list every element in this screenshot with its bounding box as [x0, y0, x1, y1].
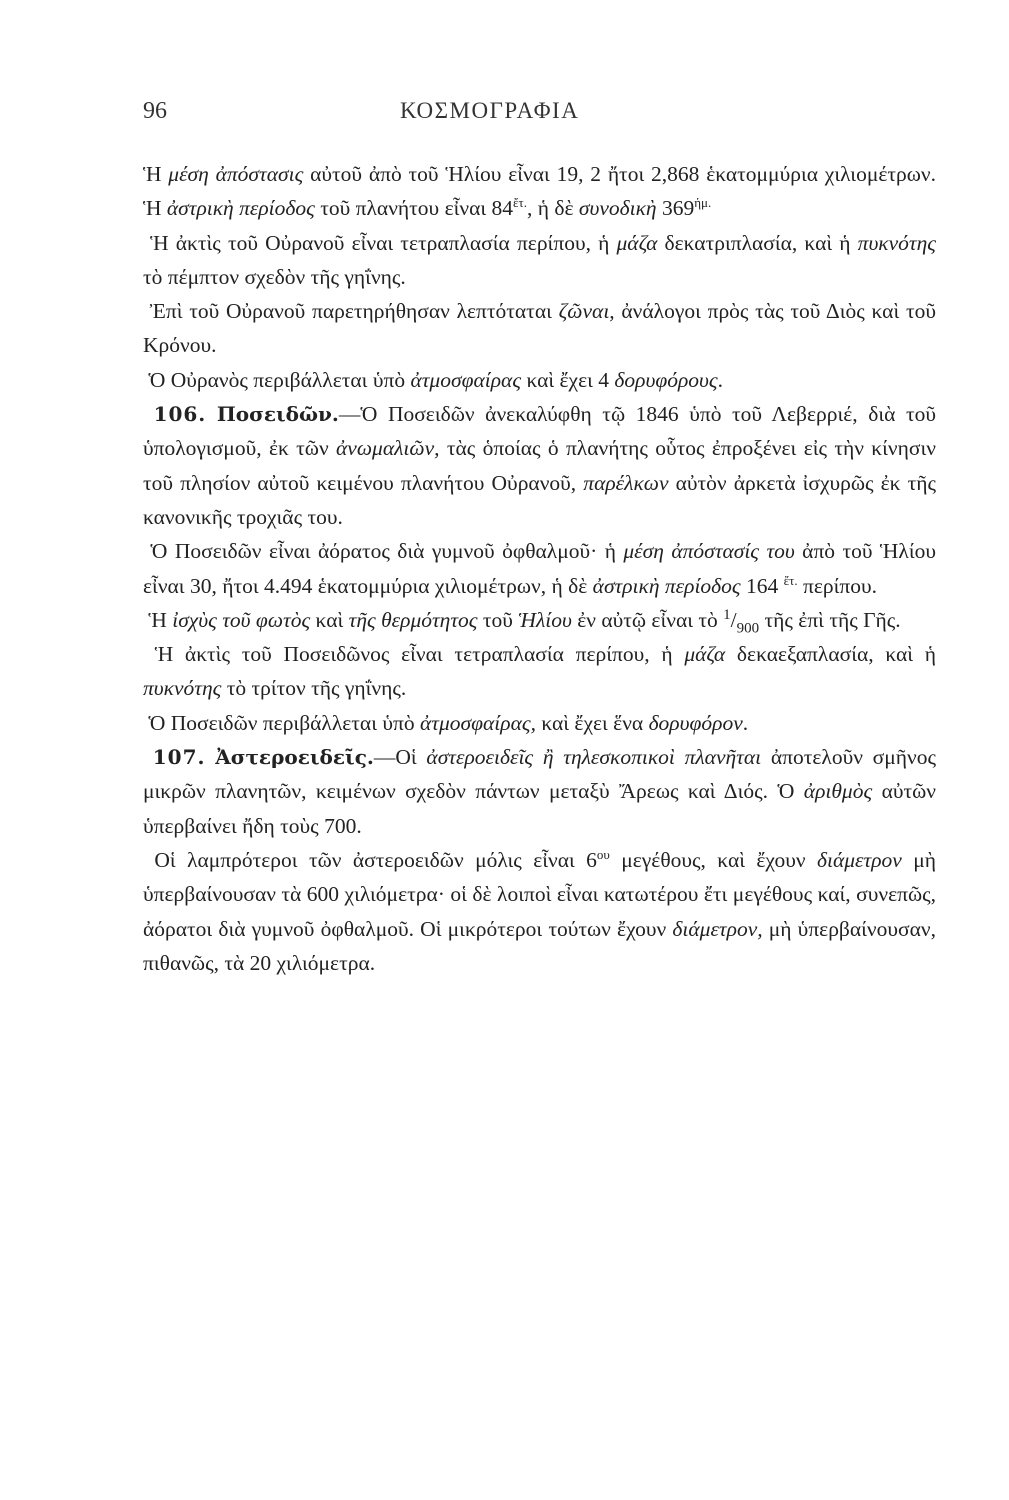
paragraph-neptune-discovery: 106. Ποσειδῶν.—Ὁ Ποσειδῶν ἀνεκαλύφθη τῷ 1846 ὑπὸ τοῦ Λεβερριέ, διὰ τοῦ ὑπολογισμοῦ, ἐκ τῶν ἀνωμαλιῶν, τὰς ὁποίας ὁ πλανήτης οὗτος ἐπροξένει εἰς τὴν κίνησιν τοῦ πλησίον αὐτοῦ κειμένου πλανήτου Οὐρανοῦ, παρέλκων αὐτὸν ἀρκετὰ ἰσχυρῶς ἐκ τῆς κανονικῆς τροχιᾶς του. [143, 402, 937, 529]
paragraph-asteroids-intro: 107. Ἀστεροειδεῖς.—Οἱ ἀστεροειδεῖς ἢ τηλεσκοπικοὶ πλανῆται ἀποτελοῦν σμῆνος μικρῶν πλανητῶν, κειμένων σχεδὸν πάντων μεταξὺ Ἄρεως καὶ Διός. Ὁ ἀριθμὸς αὐτῶν ὑπερβαίνει ἤδη τοὺς 700. [143, 745, 937, 838]
page-number: 96 [143, 98, 167, 124]
fraction-denominator: 900 [736, 620, 760, 637]
paragraph-neptune-light: Ἡ ἰσχὺς τοῦ φωτὸς καὶ τῆς θερμότητος τοῦ Ἡλίου ἐν αὐτῷ εἶναι τὸ $^1/_{900}$ τῆς ἐπὶ τῆς Γῆς. [148, 606, 901, 637]
paragraph-neptune-radius: Ἡ ἀκτὶς τοῦ Ποσειδῶνος εἶναι τετραπλασία περίπου, ἡ μάζα δεκαεξαπλασία, καὶ ἡ πυκνότης τὸ τρίτον τῆς γηΐνης. [143, 642, 936, 701]
section-107-title: Ἀστεροειδεῖς. [215, 745, 374, 770]
paragraph-uranus-zones: Ἐπὶ τοῦ Οὐρανοῦ παρετηρήθησαν λεπτόταται ζῶναι, ἀνάλογοι πρὸς τὰς τοῦ Διὸς καὶ τοῦ Κρόνου. [143, 299, 936, 358]
paragraph-neptune-atmosphere: Ὁ Ποσειδῶν περιβάλλεται ὑπὸ ἀτμοσφαίρας, καὶ ἔχει ἕνα δορυφόρον. [148, 710, 749, 735]
section-106-title: Ποσειδῶν. [216, 402, 339, 427]
paragraph-uranus-atmosphere: Ὁ Οὐρανὸς περιβάλλεται ὑπὸ ἀτμοσφαίρας καὶ ἔχει 4 δορυφόρους. [148, 367, 724, 392]
paragraph-uranus-radius: Ἡ ἀκτὶς τοῦ Οὐρανοῦ εἶναι τετραπλασία περίπου, ἡ μάζα δεκατριπλασία, καὶ ἡ πυκνότης τὸ πέμπτον σχεδὸν τῆς γηΐνης. [143, 230, 937, 289]
paragraph-uranus-distance: Ἡ μέση ἀπόστασις αὐτοῦ ἀπὸ τοῦ Ἡλίου εἶναι 19, 2 ἤτοι 2,868 ἑκατομμύρια χιλιομέτρων. Ἡ ἀστρικὴ περίοδος τοῦ πλανήτου εἶναι $84^{ἔ\tau.}$, ἡ δὲ συνοδικὴ $369^{ἡ\mu.}$ [143, 162, 936, 221]
fraction-numerator: 1 [723, 606, 731, 623]
paragraph-asteroids-size: Οἱ λαμπρότεροι τῶν ἀστεροειδῶν μόλις εἶναι $6^{o\upsilon}$ μεγέθους, καὶ ἔχουν διάμετρον μὴ ὑπερβαίνουσαν τὰ 600 χιλιόμετρα· οἱ δὲ λοιποὶ εἶναι κατωτέρου ἔτι μεγέθους καί, συνεπῶς, ἀόρατοι διὰ γυμνοῦ ὀφθαλμοῦ. Οἱ μικρότεροι τούτων ἔχουν διάμετρον, μὴ ὑπερβαίνουσαν, πιθανῶς, τὰ 20 χιλιόμετρα. [143, 846, 936, 975]
paragraph-neptune-distance: Ὁ Ποσειδῶν εἶναι ἀόρατος διὰ γυμνοῦ ὀφθαλμοῦ· ἡ μέση ἀπόστασίς του ἀπὸ τοῦ Ἡλίου εἶναι 30, ἤτοι 4.494 ἑκατομμύρια χιλιομέτρων, ἡ δὲ ἀστρικὴ περίοδος 164 $^{ἔ\tau.}$ περίπου. [143, 539, 936, 598]
running-title: ΚΟΣΜΟΓΡΑΦΙΑ [400, 98, 580, 123]
section-106-number: 106. [153, 402, 207, 427]
page-header [0, 98, 1009, 132]
section-107-number: 107. [152, 745, 206, 770]
body-text [143, 157, 936, 980]
